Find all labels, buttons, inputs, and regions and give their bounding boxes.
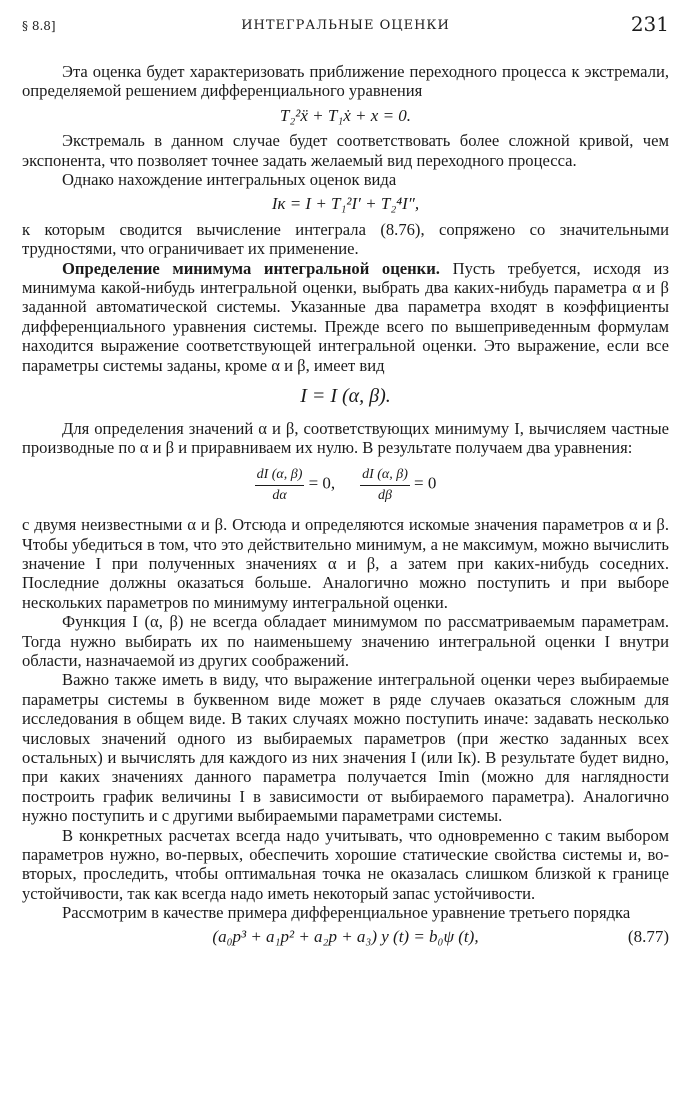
paragraph-function-minimum: Функция I (α, β) не всегда обладает минимумом по рассматриваемым параметрам. Тогда нужно выбирать их по наименьшему значению интегральной оценки I внутри области, назначаемой из других соображений. xyxy=(22,612,669,670)
chapter-title: ИНТЕГРАЛЬНЫЕ ОЦЕНКИ xyxy=(241,18,450,33)
running-header xyxy=(22,12,669,38)
page-body xyxy=(22,62,669,946)
fraction-d-alpha xyxy=(255,465,305,505)
page-number: 231 xyxy=(630,12,669,36)
paragraph-example: Рассмотрим в качестве примера дифференциальное уравнение третьего порядка xyxy=(62,903,631,923)
equation-number: (8.77) xyxy=(627,926,669,946)
fraction-d-beta xyxy=(360,465,410,505)
paragraph-practical-calc: В конкретных расчетах всегда надо учитывать, что одновременно с таким выбором параметров нужно, во-первых, обеспечить хорошие статические свойства системы и, во-вторых, проследить, чтобы оптимальная точка не оказалась слишком близкой к границе устойчивости, так как всегда надо иметь некоторый запас устойчивости. xyxy=(22,825,669,903)
equation-third-order xyxy=(22,927,669,946)
fraction-numerator: dI (α, β) xyxy=(360,465,410,485)
equation-function-form: I = I (α, β). xyxy=(300,385,391,408)
paragraph-two-unknowns: с двумя неизвестными α и β. Отсюда и определяются искомые значения параметров α и β. Чтобы убедиться в том, что это действительно минимум, а не максимум, можно вычислить значение I при полученных значениях α и β, а затем при каких-нибудь соседних. Последние должны оказаться больше. Аналогично можно поступить и при выборе нескольких параметров по минимуму интегральной оценки. xyxy=(22,515,669,612)
paragraph-intro: Эта оценка будет характеризовать приближение переходного процесса к экстремали, определяемой решением дифференциального уравнения xyxy=(22,62,669,101)
equation-extremal: T₂²ẍ + T₁ẋ + x = 0. xyxy=(279,105,412,125)
fraction-numerator: dI (α, β) xyxy=(255,465,305,485)
paragraph-difficulties: к которым сводится вычисление интеграла (8.76), сопряжено со значительными трудностями, что ограничивает их применение. xyxy=(22,219,669,259)
paragraph-however: Однако нахождение интегральных оценок вида xyxy=(62,170,397,190)
equation-body: (a₀p³ + a₁p² + a₂p + a₃) y (t) = b₀ψ (t), xyxy=(212,926,479,946)
section-reference: § 8.8] xyxy=(22,19,56,33)
equation-partial-derivatives xyxy=(22,465,669,505)
equation-integral-estimate: Iк = I + T₁²I′ + T₂⁴I″, xyxy=(271,194,420,214)
paragraph-numeric-approach: Важно также иметь в виду, что выражение интегральной оценки через выбираемые параметры системы в буквенном виде может в ряде случаев оказаться сложным для исследования в общем виде. В таких случаях можно поступить иначе: задавать несколько числовых значений одного из выбираемых параметров (при жестко заданных всех остальных) и вычислять для каждого из них значения I (или Iк). В результате будет видно, при каких значениях данного параметра получается Imin (можно для наглядности построить график величины I в зависимости от выбираемого параметра). Аналогично нужно поступить и с другими выбираемыми параметрами системы. xyxy=(22,670,669,826)
equation-rhs: = 0 xyxy=(414,474,437,494)
fraction-denominator: dβ xyxy=(377,487,392,503)
paragraph-derivatives: Для определения значений α и β, соответствующих минимуму I, вычисляем частные производные по α и β и приравниваем их нулю. В результате получаем два уравнения: xyxy=(22,418,669,457)
subsection-heading: Определение минимума интегральной оценки. xyxy=(62,258,440,278)
paragraph-minimum-text: Пусть требуется, исходя из минимума какой-нибудь интегральной оценки, выбрать два каких-нибудь параметра α и β заданной автоматической системы. Указанные два параметра входят в коэффициенты дифференциального уравнения системы. Прежде всего по вышеприведенным формулам находится выражение соответствующей интегральной оценки. Это выражение, если все параметры системы заданы, кроме α и β, имеет вид xyxy=(22,258,669,375)
equation-rhs: = 0, xyxy=(308,474,336,494)
paragraph-minimum-definition xyxy=(22,259,669,375)
fraction-denominator: dα xyxy=(272,487,287,503)
paragraph-extremal: Экстремаль в данном случае будет соответствовать более сложной кривой, чем экспонента, что позволяет точнее задать желаемый вид переходного процесса. xyxy=(22,131,669,170)
